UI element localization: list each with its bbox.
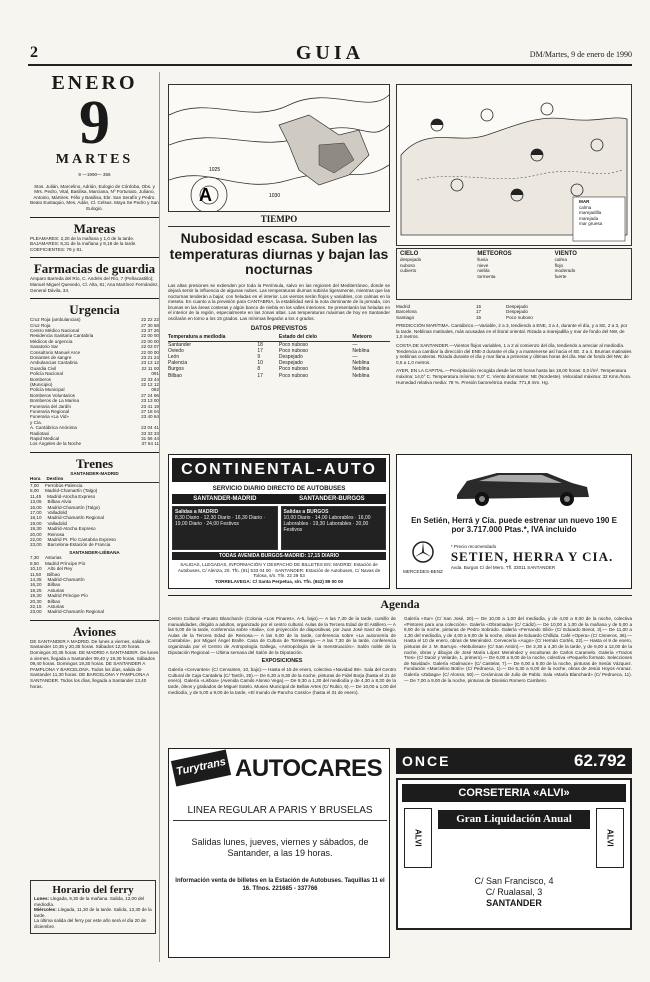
prev-col-meteoro: Meteoro — [352, 334, 390, 342]
urgencia-phone: 22 12 12 — [141, 382, 159, 387]
prev-temp: 17 — [257, 372, 263, 379]
prev-city: León — [168, 354, 180, 361]
train-time: 19,30 — [30, 526, 42, 532]
mar-legend-title: MAR — [579, 199, 590, 204]
train-destination: Alto del Rey — [47, 566, 73, 572]
urgencia-phone: 22 22 22 — [141, 317, 159, 323]
train-destination: Madrid-Atocha Expreso — [47, 493, 96, 499]
continental-info: SALIDAS, LLEGADAS, INFORMACIÓN Y DESPACHO DE BILLETES EN: MADRID: Estación de Autobuses, C/ Alenza, 20. Tfn. (91) 533 04 00 · SANTANDER: Estación de Autobuses, C/ Navas de Tolosa, s/n. Tfn. 22 29 53 — [177, 562, 381, 579]
urgencia-phone: 22 00 00 — [141, 349, 159, 355]
schedule-burgos — [281, 506, 387, 550]
prediccion-maritima: PREDICCIÓN MARÍTIMA. Cantábrico.—Variable, 2 a 3, tendiendo a ENE, 3 a 4, durante el día, y a SE, 2 a 3, por la tarde. Neblinas matinales, más acusadas en el litoral oriental. Rizada a marejadilla y mar de fondo del NW, de 1,0 metros. — [396, 323, 628, 340]
continental-footer: TODAS AVENIDA BURGOS-MADRID: 17,15 DIARIO — [172, 552, 386, 560]
legend-cielo — [400, 251, 473, 279]
prev-temp: 10 — [257, 360, 263, 367]
route-madrid: SANTANDER-MADRID — [193, 496, 257, 502]
prev-sky: Poco nuboso — [278, 347, 309, 354]
farmacias-text: Amparo Barreda del Río, C. Andrés del Río, 7 (Peñacastillo); Manuel Miguel Quevedo, Cl. Alta, 81; Ana Martínez Fernández, General Dávila, 34. — [30, 276, 159, 293]
schedule-madrid-times: 8,30 Diario · 12,30 Diario · 16,30 Diario · 19,00 Diario · 24,00 Festivos — [175, 515, 266, 527]
urgencia-name: Cruz Roja — [30, 322, 51, 328]
trenes-list-1 — [30, 483, 159, 548]
once-number: 62.792 — [574, 751, 626, 770]
train-time: 16,00 — [30, 504, 42, 510]
tiempo-kicker: TIEMPO — [168, 214, 390, 227]
ferry-text: Llegada, 11,30 de la tarde. Salida, 13,30 de la tarde. — [34, 907, 152, 918]
urgencia-phone: 27 24 96 — [141, 392, 159, 398]
section-title: GUIA — [295, 42, 365, 64]
schedule-burgos-times: 10,00 Diario · 14,00 Laborables · 16,00 Laborables · 19,30 Laborables · 20,00 Festivos — [283, 515, 371, 533]
urgencia-name: A. Cantábrica Anónima — [30, 425, 77, 431]
autocares-schedule: Salidas lunes, jueves, viernes y sábados, de Santander, a las 19 horas. — [191, 837, 369, 858]
farmacias-title: Farmacias de guardia — [30, 257, 159, 276]
brand-name: MERCEDES-BENZ — [403, 569, 443, 574]
prev-col-cielo: Estado del cielo — [279, 334, 353, 342]
train-destination: Bilbao Alvia — [47, 499, 72, 505]
train-destination: Asturias — [44, 555, 62, 561]
train-time: 18,25 — [30, 587, 42, 593]
prev-col-temp: Temperatura a mediodía — [168, 334, 279, 342]
calendar-saints: Stos. Julián, Marcelino, Adrián, Eulogio de Córdoba, Obs. y Mrs. Pedro, Vital, Basilisa, Marciana, Nº Fortunato, Juliano, Antonio, Mártires. Félix y Basilisa, Ebr. San Serafín y Pedro. Beato Eustaquio, Mes, Adán, Cl. Celsus. Maya Se Pedro y San Eulogio. — [30, 183, 159, 211]
trenes-route-1: SANTANDER-MADRID — [70, 470, 119, 476]
train-time: 7,30 — [30, 555, 39, 561]
prev-temp: 9 — [257, 354, 261, 361]
ferry-box — [30, 880, 156, 934]
prev-meteoro: Neblina — [352, 372, 370, 379]
urgencia-phone: 37 64 11 — [141, 441, 159, 447]
train-time: 16,20 — [30, 582, 42, 588]
legend-meteoros — [477, 251, 550, 279]
urgencia-phone: 23 13 00 — [141, 398, 159, 404]
prev-sky: Poco nuboso — [278, 372, 309, 379]
train-destination: Ferrobús-Palencia — [44, 482, 83, 488]
aviones-title: Aviones — [30, 620, 159, 639]
aviones-text: DE SANTANDER A MADRID. De lunes a viernes, salida de Santander 10,35 y 20,35 horas. Sábados 12,30 horas. Domingos 20,35 horas. DE MADRID A SANTANDER. De lunes a viernes, llegada a Santander 09,40 y 19,30 horas. Sábados 09,40 horas. Domingos 19,30 horas. DE SANTANDER A PAMPLONA Y BARCELONA. Todos los días, salida de Santander 11,30 horas. DE BARCELONA Y PAMPLONA A SANTANDER. Todos los días, llegada a Santander 13,40 horas. — [30, 638, 159, 689]
alvi-header: CORSETERIA «ALVI» — [402, 784, 626, 802]
city-temp: 15 — [476, 304, 482, 309]
alvi-headline: Gran Liquidación Anual — [438, 810, 590, 829]
urgencia-name: Bomberos Voluntarios — [30, 392, 75, 398]
prev-city: Oviedo — [168, 347, 184, 354]
urgencia-phone: 22 03 07 — [141, 344, 159, 350]
urgencia-phone: 27 18 04 — [141, 409, 159, 415]
urgencia-name: Consultorio Manuel Arce — [30, 349, 81, 355]
train-time: 14,35 — [30, 576, 42, 582]
urgencia-name: Residencia Sanitaria Cantabria — [30, 333, 94, 339]
mercedes-logo — [403, 540, 443, 575]
urgencia-phone: 31 56 44 — [141, 436, 159, 442]
dealer-address: Avda. Burgos C/ del Mero, Tfl. 33011 SANTANDER — [450, 565, 556, 571]
urgencia-phone: 22 11 00 — [141, 365, 159, 371]
alvi-address-1: C/ San Francisco, 4 — [474, 876, 554, 886]
trenes-title: Trenes — [30, 452, 159, 471]
urgencia-name: Donantes de sangre — [30, 354, 72, 360]
train-time: 19,00 — [30, 520, 42, 526]
urgencia-name: Funeraria «La Vid» — [30, 414, 69, 420]
mar-legend-item: calma — [579, 204, 592, 210]
alvi-address-2: C/ Rualasal, 3 — [485, 887, 543, 897]
prev-city: Burgos — [168, 366, 184, 373]
ferry-title: Horario del ferry — [52, 884, 134, 896]
exposiciones-title: EXPOSICIONES — [261, 658, 303, 665]
isobar-map-graphic — [169, 85, 389, 211]
car-image — [397, 455, 631, 511]
continental-auto-ad — [168, 454, 390, 589]
alvi-ad — [396, 778, 632, 930]
train-time: 19,30 — [30, 593, 42, 599]
datos-previstos-table — [168, 334, 390, 379]
mar-legend — [579, 199, 627, 227]
mar-legend-item: marejadilla — [579, 210, 602, 216]
prev-temp: 18 — [257, 341, 263, 348]
city-sky: Poco nuboso — [506, 314, 533, 320]
train-destination: Asturias — [47, 587, 65, 593]
train-destination: Bilbao — [47, 571, 60, 577]
prev-meteoro: — — [352, 341, 358, 348]
turytrans-logo: Turytrans — [171, 749, 231, 786]
legend-item: tormenta — [477, 273, 496, 279]
urgencia-name: Bomberos — [30, 376, 51, 382]
urgencia-name: Bomberos de La Marina — [30, 398, 80, 404]
city-temp: 17 — [476, 309, 482, 315]
city-temp: 15 — [476, 314, 482, 320]
weather-map-europe — [168, 84, 390, 212]
city-name: Barcelona — [396, 309, 417, 315]
legend-viento — [555, 251, 628, 279]
car-price: por 3.717.000 Ptas.*, IVA incluido — [451, 525, 577, 534]
isobar-label: 1025 — [209, 167, 221, 173]
calendar-month: ENERO — [51, 72, 138, 94]
ferry-note: La última salida del ferry por este año será el día 20 de diciembre. — [34, 918, 147, 929]
legend-item: niebla — [477, 268, 490, 274]
train-destination: Madrid-Chamartín (Talgo) — [47, 504, 100, 510]
legend-item: cubierto — [400, 268, 417, 274]
schedule-burgos-head: Salidas a BURGOS — [283, 509, 329, 515]
urgencia-name: Policía Nacional — [30, 371, 63, 377]
schedule-madrid — [172, 506, 278, 550]
mareas-list — [30, 236, 159, 253]
continental-routes — [172, 494, 386, 504]
urgencia-phone: 23 13 12 — [141, 360, 159, 366]
prev-city: Bilbao — [168, 372, 182, 379]
ferry-text: Llegada, 9,30 de la mañana. Salida, 12,00 del mediodía. — [34, 896, 145, 907]
car-footnote: * Precio recomendado — [450, 543, 497, 549]
tiempo-headline: Nubosidad escasa. Suben las temperaturas diurnas y bajan las nocturnas — [169, 230, 389, 277]
prev-temp: 8 — [257, 366, 261, 373]
train-destination: Bilbao — [47, 598, 61, 604]
urgencia-name: Rapid Medical — [30, 436, 60, 442]
alvi-city: SANTANDER — [486, 898, 542, 908]
mareas-title: Mareas — [30, 217, 159, 236]
ferry-row — [34, 896, 152, 907]
tiempo-body: Las altas presiones se extienden por toda la Península, salvo en las regiones del Mediterráneo, donde se dejará sentir la influencia de algunas nubes. Las temperaturas diurnas subirán ligeramente, mientras que las nocturnas tenderán a bajar, con heladas en el interior. Los vientos serán flojos y variables, con calmas en la meseta. En cuanto a la previsión para CANTABRIA, la estabilidad será la nota dominante de la jornada, con brumas en las áreas costeras y algún banco de niebla en los valles interiores. Se presentarán las heladas en el interior de la región, especialmente en las zonas altas. Las temperaturas máximas de hoy en Santander oscilarán en torno a los 15 grados. Las mínimas llegarán a los 4 grados. — [168, 282, 390, 322]
train-time: 10,10 — [30, 566, 42, 572]
calendar-box — [30, 72, 159, 212]
continental-schedule — [172, 506, 386, 550]
urgencia-title: Urgencia — [30, 298, 159, 317]
isobar-label: 1030 — [269, 193, 281, 199]
legend-item: nuboso — [400, 262, 416, 268]
urgencia-phone: 27 30 58 — [141, 322, 159, 328]
agenda-section — [168, 595, 632, 741]
urgencia-name: y Cía. — [30, 419, 42, 425]
prev-meteoro: Neblina — [352, 366, 370, 373]
urgencia-name: Policía Municipal — [30, 387, 65, 393]
ferry-row — [34, 907, 152, 918]
legend-cielo-title: CIELO — [400, 251, 419, 257]
mar-legend-item: marejada — [579, 215, 599, 221]
mareas-line: PLEAMARES: 2,20 de la mañana y 1,0 de la tarde. — [30, 235, 135, 241]
city-sky: Despejado — [506, 304, 528, 309]
route-burgos: SANTANDER-BURGOS — [299, 496, 365, 502]
train-destination: Barcelona-Estación de Francia — [47, 542, 111, 548]
continental-sub-info: TORRELAVEGA: C/ Santa Perpetua, s/n. Tfn. (942) 89 00 00 — [214, 578, 344, 584]
car-headline: En Setién, Herrá y Cía. puede estrenar un nuevo 190 E — [411, 516, 617, 525]
alvi-side-logo-left: ALVI — [404, 808, 432, 868]
continental-subtitle: SERVICIO DIARIO DIRECTO DE AUTOBUSES — [212, 485, 346, 492]
train-destination: Madrid Pr. Pío Cantabria Expreso — [47, 536, 116, 542]
trenes-route-2: SANTANDER-LIÉBANA — [69, 549, 120, 555]
mercedes-star-icon — [411, 540, 435, 564]
autocares-title: AUTOCARES — [235, 755, 383, 782]
urgencia-name: Funeraria Regional — [30, 409, 70, 415]
trenes-list-2 — [30, 555, 159, 614]
urgencia-phone: 092 — [151, 387, 159, 393]
train-time: 18,10 — [30, 515, 42, 521]
train-time: 23,00 — [30, 609, 42, 615]
train-destination: Bilbao — [47, 582, 61, 588]
page-number: 2 — [30, 44, 38, 61]
train-time: 8,50 — [30, 560, 39, 566]
urgencia-name: Cruz Roja (ambulancias) — [30, 317, 81, 323]
weather-map-cantabria — [396, 84, 632, 246]
train-destination: Madrid-Chamartín — [47, 576, 85, 582]
urgencia-name: Guardia Civil — [30, 365, 57, 371]
urgencia-phone: 22 00 00 — [141, 333, 159, 339]
agenda-col2: Galería «Sur» (C/ San José, 20).— De 10,00 a 1,00 del mediodía, y de 4,00 a 9,00 de la noche, colectiva «Pintores para una colección». Galería «Obramada» (C/ Cádiz).— De 10,00 a 1,00 de la mañana y de 5,00 a 9,00 de la noche, pinturas de Pedro Sobrado. Galería «Fernando Silió» (C/ Eduardo Benot, 3).— De 11,00 a 1,30 del mediodía, y de 4,00 a 9,00 de la noche, obras de Eduardo Chillida. Café «Opera» (C/ Cisneros, 36).— Hasta el 10 de enero, obras de Menéndez. Cervecería «Augo» (C/ Hernán Cortés, 22).— Hasta el 9 de enero, pinturas de J. M. Barruyo. «Nebulosas» (C/ San Antón).— De 2,30 a 4,30 de la tarde, y de 8,00 a 12,00 de la noche, obras y dibujos de José María López Menéndez y esculturas de Carlos Caramelo. Galería «Trazos Tres» (C/ Daoiz y Velarde, 1, primero).— De 6,00 a 9,00 de la noche, colectiva «Pequeño formato. Selecciones de Navidad». Galería «Dalmace» (C/ Castelar, 7).— De 6,00 a 9,00 de la noche, pinturas de Xesús Vázquez. Fundación «Marcelino Botín» (C/ Pedrueca, 1).— De 6,30 a 9,00 de la noche, obras de Jesús Hoyos Aranaz. Galería «Zabaga» (C/ Alonso, 50).— Cerámicas de Julio de Pablo. Sala «María Blanchard» (C/ Pedrueca, 11).— De 7,00 a 9,00 de la noche, pinturas de Dionisio Romero Cambero. — [404, 616, 632, 683]
train-time: 11,50 — [30, 571, 42, 577]
prev-meteoro: — — [352, 354, 358, 361]
city-sky: Despejado — [506, 309, 528, 315]
legend-item: flojo — [554, 262, 564, 268]
prev-city: Santander — [168, 341, 192, 348]
calendar-weekday: MARTES — [55, 152, 134, 167]
high-pressure-label: A — [199, 185, 212, 205]
alvi-address — [402, 876, 626, 909]
masthead — [28, 44, 632, 66]
train-destination: Madrid-Chamartín (Talgo) — [44, 488, 98, 494]
city-name: Santiago — [396, 314, 415, 320]
prev-city: Palencia — [168, 360, 188, 367]
calendar-day: 9 — [79, 89, 110, 157]
agenda-col1: Centro Cultural «Fausto Blanchard» (Colonia «Los Pinares», A-5, bajo).— A las 7,30 de la tarde, cursillo de manualidades, dirigido a adultos, organizado por el centro cultural. Aulas de la Tercera Edad de El Astillero.— A las 5,00 de la tarde, conferencia sobre «Italia», con proyección de diapositivas, por Juan José Sanz de Diego. Aulas de la Tercera Edad de Reinosa.— A las 6,00 de la tarde, conferencia sobre «La autonomía de Cantabria», por Miguel Ángel Brañe. Casa de Cultura de Torrelavega.— A las 7,30 de la tarde, conferencia organizada por el Centro de Antropología Gallega, «Antropología de la menstruación». Salón noble de la Diputación Regional.— Última semana del Salón de la Diputación. — [168, 616, 396, 655]
agenda-col1b: Galería «Cervantes» (C/ Cervantes, 10, bajo).— Hasta el 15 de enero, colectiva «Navidad 89». Sala del Centro Cultural de Caja Cantabria (C/ Tantín, 25).— De 6,30 a 9,30 de la noche, pinturas de Fidel Borja (hasta el 21 de enero). Galería «Lisboa» (Avenida Camilo Alonso Vega).— De 9,30 a 1,30 del mediodía y de 4,30 a 8,30 de la tarde, óleos y grabados de Miguel Sotelo. Museo Municipal de Bellas Artes (C/ Rubio, 6).— De 10,00 a 1,00 del mediodía, y de 5,00 a 9,00 de la tarde, «El mundo de Pancho Cossío» (hasta el 31 de enero). — [168, 667, 396, 695]
urgencia-name: Radiotaxi — [30, 430, 50, 436]
legend-item: lluvia — [477, 257, 488, 262]
train-time: 22,15 — [30, 604, 42, 609]
legend-item: despejado — [400, 257, 422, 262]
prev-row — [168, 341, 390, 348]
city-conditions — [396, 304, 632, 320]
trenes-col-hora: Hora — [30, 476, 41, 482]
prev-meteoro: Neblina — [352, 360, 370, 367]
urgencia-list — [30, 317, 159, 447]
costa-santander: COSTA DE SANTANDER.—Vientos flojos variables, 1 a 2 al comienzo del día, tendiendo a arreciar al mediodía. Tendencia a cambiar la dirección del ENE-3 durante el día y a mantenerse así hacia el SE. 3 a 4. Brumas matinales y neblinas costeras. Rizada durante el día y mar llana a primeras y últimas horas del día. Mar de fondo del NW, de 0,5 a 1,0 metros. — [396, 343, 632, 365]
prev-sky: Poco nuboso — [278, 341, 309, 348]
train-destination: Asturias — [47, 604, 65, 609]
urgencia-phone: 22 33 44 — [141, 376, 159, 382]
forecast-text — [396, 304, 632, 385]
ayer-capital: AYER, EN LA CAPITAL.—Precipitación recogida desde las 00 horas hasta las 18,00 horas: 0,0 l/m². Temperatura máxima: 14,0° C. Temperatura mínima: 5,0° C. Viento dominante: NE (Nordeste). Velocidad máxima: 32 Kms./hora. Humedad relativa media: 78 %. Presión barométrica media: 771,8 mm. Hg. — [396, 368, 632, 385]
urgencia-row — [30, 441, 159, 446]
urgencia-phone: 091 — [151, 371, 159, 377]
train-time: 17,00 — [30, 509, 42, 515]
train-destination: Madrid-Chamartín Regional — [47, 515, 104, 521]
train-destination: Madrid Príncipe Pío — [44, 560, 86, 566]
left-column — [30, 72, 160, 962]
train-destination: Valladolid — [47, 520, 68, 526]
continental-logo: CONTINENTAL-AUTO — [172, 458, 386, 482]
date-line: DM/Martes, 9 de enero de 1990 — [529, 50, 632, 59]
ferry-day: Miércoles: — [34, 907, 57, 913]
once-label: ONCE — [402, 753, 451, 769]
urgencia-name: Los Ángeles de la Noche — [30, 441, 82, 447]
prev-meteoro: Neblina — [352, 347, 370, 354]
urgencia-name: (Municipio) — [30, 382, 53, 387]
calendar-year-line: 9 —1990— 356 — [78, 172, 111, 177]
trenes-col-destino: Destino — [46, 476, 64, 482]
autocares-info: Información venta de billetes en la Estación de Autobuses. Taquillas 11 el 16. Tfnos. 221685 - 337766 — [175, 878, 385, 892]
agenda-title: Agenda — [380, 597, 420, 611]
schedule-madrid-head: Salidas a MADRID — [175, 509, 219, 515]
train-destination: Madrid Príncipe Pío — [47, 593, 88, 599]
legend-item: moderado — [554, 268, 576, 274]
mar-legend-item: mar gruesa — [579, 221, 603, 227]
prev-row — [168, 373, 390, 379]
prev-sky: Despejado — [278, 354, 303, 361]
train-destination: Madrid-Atocha Expreso — [47, 526, 96, 532]
train-time: 20,30 — [30, 598, 42, 604]
legend-viento-title: VIENTO — [554, 251, 577, 257]
datos-previstos-title: DATOS PREVISTOS — [250, 325, 308, 332]
train-destination: Madrid-Chamartín Regional — [47, 609, 104, 615]
urgencia-name: Sanatorio Sar — [30, 344, 59, 350]
prev-sky: Despejado — [278, 360, 303, 367]
urgencia-name: Centro Médico Nacional — [30, 327, 80, 333]
legend-item: fuerte — [554, 273, 567, 279]
city-row — [396, 315, 632, 320]
turytrans-ad — [168, 748, 390, 958]
urgencia-phone: 23 40 64 — [141, 414, 159, 420]
urgencia-phone: 22 00 00 — [141, 338, 159, 344]
urgencia-name: Funeraria del Jardín — [30, 403, 72, 409]
autocares-route: LINEA REGULAR A PARIS Y BRUSELAS — [173, 805, 387, 821]
train-row — [30, 542, 159, 547]
mareas-line: BAJAMARES: 8,31 de la mañana y 9,18 de la tarde. — [30, 241, 137, 247]
train-time: 20,00 — [30, 531, 42, 537]
once-lottery-banner — [396, 748, 632, 774]
weather-legend — [396, 248, 632, 300]
mercedes-ad — [396, 454, 632, 589]
train-time: 11,45 — [30, 493, 42, 499]
train-destination: Reinosa — [47, 531, 65, 537]
urgencia-phone: 23 41 19 — [141, 403, 159, 409]
train-time: 7,00 — [30, 482, 39, 488]
urgencia-name: Ambulancias Cantabria — [30, 360, 78, 366]
urgencia-phone: 23 37 26 — [141, 327, 159, 333]
train-time: 13,05 — [30, 499, 42, 505]
train-time: 8,00 — [30, 488, 39, 494]
train-time: 23,00 — [30, 542, 42, 548]
urgencia-phone: 33 33 33 — [141, 430, 159, 436]
urgencia-phone: 23 04 41 — [141, 425, 159, 431]
train-row — [30, 609, 159, 614]
tiempo-article — [168, 214, 390, 379]
dealer-name: SETIEN, HERRA Y CIA. — [450, 549, 614, 565]
mareas-line: COEFICIENTES: 79 y 81. — [30, 246, 83, 252]
urgencia-phone: 23 21 24 — [141, 354, 159, 360]
prev-sky: Poco nuboso — [278, 366, 309, 373]
alvi-side-logo-right: ALVI — [596, 808, 624, 868]
prev-temp: 17 — [257, 347, 263, 354]
legend-item: calma — [554, 257, 567, 262]
train-destination: Valladolid — [47, 509, 68, 515]
legend-meteoros-title: METEOROS — [477, 251, 512, 257]
legend-item: nieve — [477, 262, 489, 268]
urgencia-name: Médicos de urgencia — [30, 338, 73, 344]
train-time: 22,00 — [30, 536, 42, 542]
city-name: Madrid — [396, 304, 411, 309]
ferry-day: Lunes: — [34, 896, 50, 901]
